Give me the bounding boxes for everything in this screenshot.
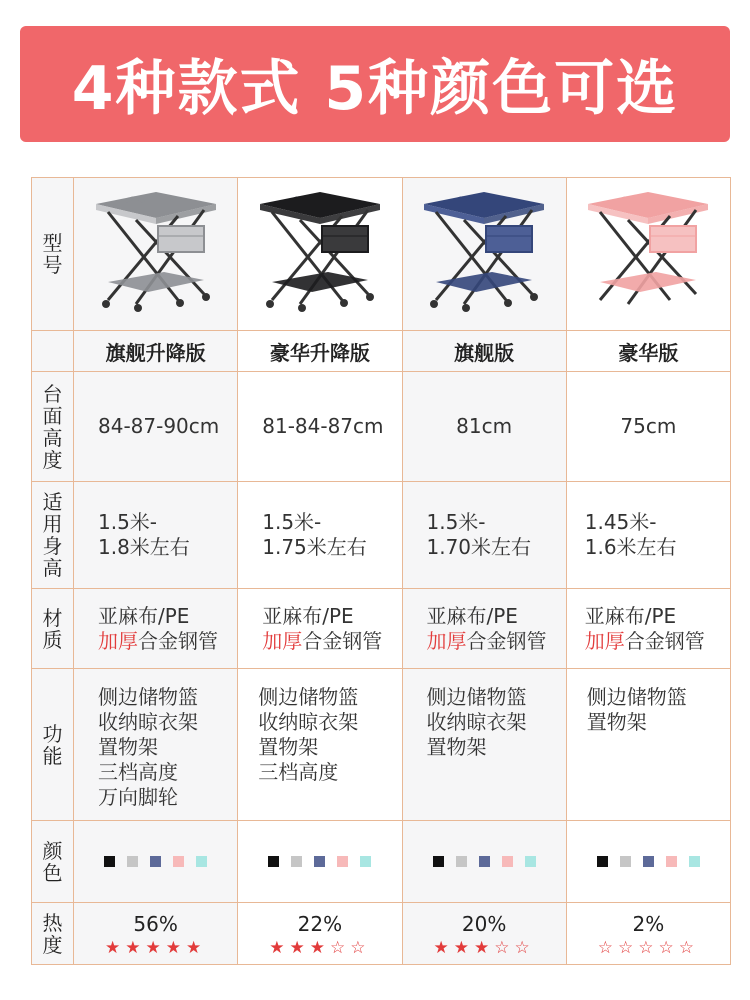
height-value: 84-87-90cm xyxy=(74,372,238,482)
label-fit: 适 用 身 高 xyxy=(32,482,74,589)
height-value: 81cm xyxy=(402,372,566,482)
star-filled-icon: ★ xyxy=(125,937,146,958)
color-swatch xyxy=(127,856,138,867)
row-model-image xyxy=(32,178,731,331)
product-image-4 xyxy=(566,178,730,331)
star-filled-icon: ★ xyxy=(186,937,207,958)
changing-table-icon xyxy=(578,182,718,327)
material-value: 亚麻布/PE 加厚合金钢管 xyxy=(238,589,402,669)
star-filled-icon: ★ xyxy=(289,937,310,958)
rating-stars xyxy=(238,938,401,958)
color-swatch xyxy=(268,856,279,867)
rating-stars xyxy=(567,938,730,958)
material-value: 亚麻布/PE 加厚合金钢管 xyxy=(566,589,730,669)
heat-value: 2% ☆☆☆☆☆ xyxy=(566,903,730,965)
color-swatch xyxy=(525,856,536,867)
color-swatch xyxy=(314,856,325,867)
star-filled-icon: ★ xyxy=(105,937,126,958)
label-function: 功 能 xyxy=(32,669,74,821)
changing-table-icon xyxy=(86,182,226,327)
color-swatch xyxy=(689,856,700,867)
color-swatches xyxy=(403,856,566,867)
features-value: 侧边储物篮 收纳晾衣架 置物架 三档高度 万向脚轮 xyxy=(74,669,238,821)
color-swatch xyxy=(291,856,302,867)
color-swatches xyxy=(74,856,237,867)
rating-stars xyxy=(403,938,566,958)
star-filled-icon: ★ xyxy=(145,937,166,958)
heat-value: 56% ★★★★★ xyxy=(74,903,238,965)
star-filled-icon: ★ xyxy=(474,937,495,958)
star-filled-icon: ★ xyxy=(309,937,330,958)
star-filled-icon: ★ xyxy=(165,937,186,958)
row-material xyxy=(32,589,731,669)
color-swatch xyxy=(433,856,444,867)
color-swatch xyxy=(666,856,677,867)
changing-table-icon xyxy=(250,182,390,327)
row-height xyxy=(32,372,731,482)
color-swatch xyxy=(479,856,490,867)
fit-value: 1.5米- 1.8米左右 xyxy=(74,482,238,589)
color-swatch xyxy=(502,856,513,867)
label-heat: 热 度 xyxy=(32,903,74,965)
product-image-3 xyxy=(402,178,566,331)
heat-value: 22% ★★★☆☆ xyxy=(238,903,402,965)
product-image-2 xyxy=(238,178,402,331)
heat-value: 20% ★★★☆☆ xyxy=(402,903,566,965)
color-swatch xyxy=(456,856,467,867)
row-color xyxy=(32,821,731,903)
row-function xyxy=(32,669,731,821)
star-outline-icon: ☆ xyxy=(658,937,679,958)
star-outline-icon: ☆ xyxy=(350,937,371,958)
color-swatches xyxy=(567,856,730,867)
fit-value: 1.5米- 1.75米左右 xyxy=(238,482,402,589)
rating-stars xyxy=(74,938,237,958)
title-banner xyxy=(20,26,730,142)
star-outline-icon: ☆ xyxy=(494,937,515,958)
fit-value: 1.45米- 1.6米左右 xyxy=(566,482,730,589)
star-filled-icon: ★ xyxy=(433,937,454,958)
label-height: 台 面 高 度 xyxy=(32,372,74,482)
material-value: 亚麻布/PE 加厚合金钢管 xyxy=(74,589,238,669)
product-name: 豪华版 xyxy=(566,331,730,372)
color-swatch xyxy=(620,856,631,867)
row-fit xyxy=(32,482,731,589)
height-value: 75cm xyxy=(566,372,730,482)
color-swatch xyxy=(196,856,207,867)
material-value: 亚麻布/PE 加厚合金钢管 xyxy=(402,589,566,669)
star-outline-icon: ☆ xyxy=(330,937,351,958)
color-swatch xyxy=(597,856,608,867)
star-outline-icon: ☆ xyxy=(597,937,618,958)
color-swatch xyxy=(150,856,161,867)
label-model: 型 号 xyxy=(32,178,74,331)
color-swatch xyxy=(360,856,371,867)
star-outline-icon: ☆ xyxy=(638,937,659,958)
height-value: 81-84-87cm xyxy=(238,372,402,482)
color-swatch xyxy=(337,856,348,867)
label-material: 材 质 xyxy=(32,589,74,669)
product-name: 旗舰升降版 xyxy=(74,331,238,372)
row-names xyxy=(32,331,731,372)
features-value: 侧边储物篮 置物架 xyxy=(566,669,730,821)
star-filled-icon: ★ xyxy=(453,937,474,958)
color-swatch xyxy=(643,856,654,867)
color-swatches xyxy=(238,856,401,867)
star-outline-icon: ☆ xyxy=(678,937,699,958)
features-value: 侧边储物篮 收纳晾衣架 置物架 三档高度 xyxy=(238,669,402,821)
changing-table-icon xyxy=(414,182,554,327)
banner-title: 4种款式 5种颜色可选 xyxy=(71,54,679,124)
product-image-1 xyxy=(74,178,238,331)
row-heat xyxy=(32,903,731,965)
comparison-table xyxy=(31,177,731,965)
fit-value: 1.5米- 1.70米左右 xyxy=(402,482,566,589)
star-filled-icon: ★ xyxy=(269,937,290,958)
color-swatch xyxy=(173,856,184,867)
features-value: 侧边储物篮 收纳晾衣架 置物架 xyxy=(402,669,566,821)
color-swatch xyxy=(104,856,115,867)
product-name: 豪华升降版 xyxy=(238,331,402,372)
star-outline-icon: ☆ xyxy=(514,937,535,958)
product-name: 旗舰版 xyxy=(402,331,566,372)
star-outline-icon: ☆ xyxy=(618,937,639,958)
label-color: 颜 色 xyxy=(32,821,74,903)
